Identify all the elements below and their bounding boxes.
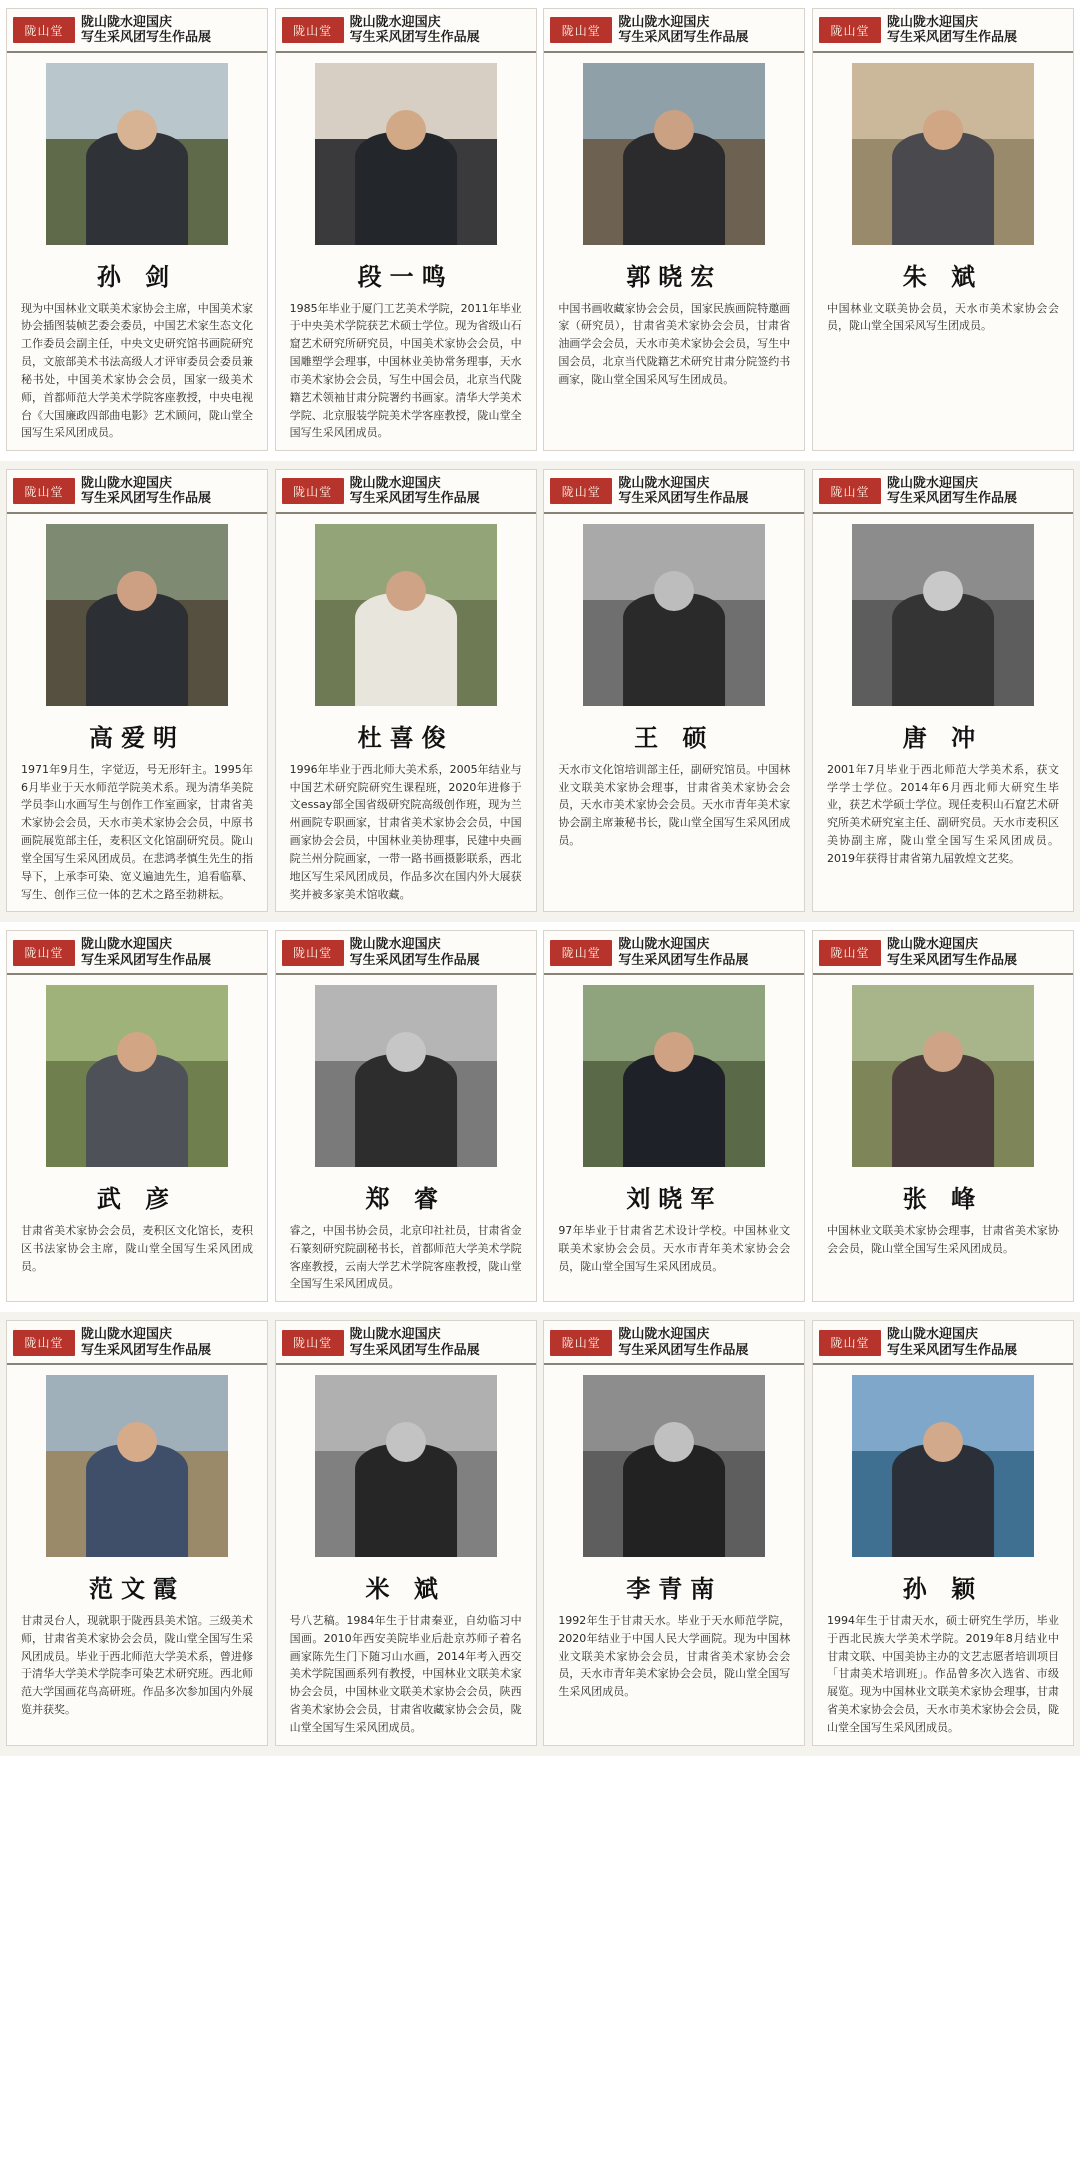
banner-line-1: 陇山陇水迎国庆 [886, 1327, 978, 1343]
artist-card [275, 1320, 537, 1745]
banner-text [350, 1327, 480, 1358]
photo-head [923, 1032, 963, 1072]
seal-logo-icon: 陇山堂 [819, 478, 881, 504]
banner-text [81, 1327, 211, 1358]
banner-line-1: 陇山陇水迎国庆 [886, 476, 978, 492]
poster-row [0, 0, 1080, 461]
banner-text [81, 476, 211, 507]
card-banner [813, 470, 1073, 514]
artist-bio: 中国书画收藏家协会会员，国家民族画院特邀画家（研究员），甘肃省美术家协会会员，甘肃省油画学会会员，天水市美术家协会会员，写生中国会员，北京当代陇籍艺术研究甘肃分院签约书画家，陇山堂全国采风写生团成员。 [558, 301, 791, 386]
banner-text [618, 937, 748, 968]
artist-bio: 天水市文化馆培训部主任，副研究馆员。中国林业文联美术家协会理事，甘肃省美术家协会会员，天水市美术家协会会员。天水市青年美术家协会副主席兼秘书长，陇山堂全国写生采风团成员。 [558, 762, 791, 848]
photo-container [276, 53, 536, 245]
artist-photo [46, 63, 228, 245]
seal-logo-icon: 陇山堂 [282, 17, 344, 43]
seal-logo-icon: 陇山堂 [13, 478, 75, 504]
artist-bio: 睿之，中国书协会员，北京印社社员，甘肃省金石篆刻研究院副秘书长，首都师范大学美术学院客座教授，云南大学艺术学院客座教授，陇山堂全国写生采风团成员。 [289, 1223, 522, 1291]
banner-line-1: 陇山陇水迎国庆 [618, 476, 710, 492]
photo-container [544, 53, 804, 245]
photo-head [923, 571, 963, 611]
banner-line-1: 陇山陇水迎国庆 [349, 1327, 441, 1343]
artist-name: 武 彦 [96, 1183, 178, 1213]
card-banner [276, 1321, 536, 1365]
photo-head [386, 571, 426, 611]
photo-head [654, 571, 694, 611]
artist-photo [315, 1375, 497, 1557]
photo-container [7, 975, 267, 1167]
seal-logo-icon: 陇山堂 [819, 17, 881, 43]
seal-logo-icon: 陇山堂 [550, 478, 612, 504]
artist-bio: 号八艺稿。1984年生于甘肃秦亚，自幼临习中国画。2010年西安美院毕业后赴京苏师子着名画家陈先生门下随习山水画，2014年考入西交美术学院国画系列有教授，中国林业文联美术家协会会员，中国林业文联美术家协会会员，陕西省美术家协会会员，甘肃省收藏家协会会员，陇山堂全国写生采风团成员。 [289, 1613, 522, 1734]
artist-name: 朱 斌 [902, 261, 984, 291]
banner-text [887, 937, 1017, 968]
artist-name: 米 斌 [365, 1573, 446, 1603]
banner-line-1: 陇山陇水迎国庆 [349, 15, 441, 30]
banner-line-2: 写生采风团写生作品展 [618, 491, 749, 507]
card-banner [813, 9, 1073, 53]
photo-head [654, 1032, 694, 1072]
photo-container [813, 975, 1073, 1167]
artist-card [812, 930, 1074, 1302]
banner-line-1: 陇山陇水迎国庆 [886, 937, 978, 953]
artist-name: 段一鸣 [357, 261, 454, 291]
banner-line-2: 写生采风团写生作品展 [349, 1342, 480, 1358]
seal-logo-icon: 陇山堂 [13, 17, 75, 43]
photo-container [544, 1365, 804, 1557]
banner-line-2: 写生采风团写生作品展 [81, 952, 212, 968]
seal-logo-icon: 陇山堂 [282, 478, 344, 504]
artist-bio: 甘肃省美术家协会会员，麦积区文化馆长，麦积区书法家协会主席，陇山堂全国写生采风团成员。 [21, 1223, 253, 1273]
seal-logo-icon: 陇山堂 [819, 1330, 881, 1356]
seal-logo-icon: 陇山堂 [13, 1330, 75, 1356]
artist-photo [46, 1375, 228, 1557]
banner-line-1: 陇山陇水迎国庆 [81, 1327, 173, 1343]
artist-card [812, 1320, 1074, 1745]
photo-container [276, 975, 536, 1167]
card-banner [276, 9, 536, 53]
artist-bio: 1996年毕业于西北师大美术系，2005年结业与中国艺术研究院研究生课程班，2020年进修于文essay部全国省级研究院高级创作班，现为兰州画院专职画家，甘肃省美术家协会会员，中国画家协会会员，中国林业美协理事，民建中央画院兰州分院画家，一带一路书画摄影联系，西北地区写生采风团成员，作品多次在国内外大展获奖并被多家美术馆收藏。 [289, 762, 522, 901]
banner-line-1: 陇山陇水迎国庆 [618, 937, 710, 953]
card-banner [544, 9, 804, 53]
photo-head [386, 110, 426, 150]
banner-line-1: 陇山陇水迎国庆 [81, 937, 173, 953]
banner-line-2: 写生采风团写生作品展 [618, 1342, 749, 1358]
photo-head [654, 1422, 694, 1462]
banner-line-1: 陇山陇水迎国庆 [886, 15, 978, 30]
poster-row [0, 1312, 1080, 1755]
artist-name: 高爱明 [89, 722, 185, 752]
photo-head [117, 1422, 157, 1462]
poster-row [0, 461, 1080, 922]
photo-head [117, 571, 157, 611]
card-banner [544, 1321, 804, 1365]
banner-line-1: 陇山陇水迎国庆 [618, 1327, 710, 1343]
banner-line-1: 陇山陇水迎国庆 [81, 476, 173, 492]
artist-bio: 97年毕业于甘肃省艺术设计学校。中国林业文联美术家协会会员。天水市青年美术家协会会员，陇山堂全国写生采风团成员。 [558, 1223, 791, 1273]
card-banner [7, 9, 267, 53]
artist-photo [852, 524, 1034, 706]
banner-text [618, 15, 748, 46]
banner-text [887, 1327, 1017, 1358]
card-banner [276, 931, 536, 975]
artist-name: 孙 剑 [96, 261, 178, 291]
banner-text [350, 937, 480, 968]
artist-photo [852, 985, 1034, 1167]
artist-card [6, 8, 268, 451]
banner-line-1: 陇山陇水迎国庆 [618, 15, 710, 30]
photo-container [7, 514, 267, 706]
banner-line-1: 陇山陇水迎国庆 [349, 476, 441, 492]
banner-text [350, 15, 480, 46]
artist-bio: 1971年9月生，字觉迈，号无形轩主。1995年6月毕业于天水师范学院美术系。现为清华美院学员李山水画写生与创作工作室画家，甘肃省美术家协会会员，天水市美术家协会会员，中原书画院展览部主任，麦积区文化馆副研究员。陇山堂全国写生采风团成员。在悲鸿孝慎生先生的指导下，上承李可染、宽义遍迪先生，追看临摹、写生、创作三位一体的艺术之路至勃耕耘。 [21, 762, 253, 901]
card-banner [276, 470, 536, 514]
banner-line-2: 写生采风团写生作品展 [349, 491, 480, 507]
banner-text [618, 476, 748, 507]
artist-card [812, 469, 1074, 912]
photo-head [923, 110, 963, 150]
artist-photo [852, 63, 1034, 245]
artist-photo [852, 1375, 1034, 1557]
artist-name: 张 峰 [902, 1183, 984, 1213]
artist-bio: 中国林业文联美协会员，天水市美术家协会会员，陇山堂全国采风写生团成员。 [826, 301, 1059, 333]
photo-container [544, 514, 804, 706]
artist-card [6, 1320, 268, 1745]
artist-name: 范文霞 [89, 1573, 185, 1603]
photo-head [117, 1032, 157, 1072]
banner-line-2: 写生采风团写生作品展 [886, 952, 1017, 968]
photo-container [813, 514, 1073, 706]
artist-photo [46, 524, 228, 706]
artist-name: 唐 冲 [902, 722, 984, 752]
artist-name: 刘晓军 [626, 1183, 723, 1213]
seal-logo-icon: 陇山堂 [550, 1330, 612, 1356]
artist-name: 李青南 [626, 1573, 723, 1603]
artist-card [275, 469, 537, 912]
seal-logo-icon: 陇山堂 [13, 940, 75, 966]
banner-text [350, 476, 480, 507]
photo-container [7, 53, 267, 245]
artist-photo [583, 1375, 765, 1557]
banner-line-2: 写生采风团写生作品展 [81, 491, 212, 507]
card-banner [813, 931, 1073, 975]
card-banner [544, 931, 804, 975]
banner-text [618, 1327, 748, 1358]
banner-line-2: 写生采风团写生作品展 [349, 30, 480, 46]
artist-card [6, 469, 268, 912]
banner-line-2: 写生采风团写生作品展 [886, 491, 1017, 507]
artist-photo [583, 524, 765, 706]
banner-line-1: 陇山陇水迎国庆 [349, 937, 441, 953]
photo-container [276, 514, 536, 706]
photo-container [813, 53, 1073, 245]
banner-line-2: 写生采风团写生作品展 [81, 30, 212, 46]
seal-logo-icon: 陇山堂 [282, 1330, 344, 1356]
artist-name: 郭晓宏 [626, 261, 723, 291]
artist-card [275, 930, 537, 1302]
banner-text [81, 15, 211, 46]
card-banner [7, 931, 267, 975]
banner-line-2: 写生采风团写生作品展 [618, 952, 749, 968]
seal-logo-icon: 陇山堂 [550, 940, 612, 966]
artist-photo [583, 985, 765, 1167]
artist-photo [46, 985, 228, 1167]
artist-card [812, 8, 1074, 451]
banner-line-1: 陇山陇水迎国庆 [81, 15, 173, 30]
banner-line-2: 写生采风团写生作品展 [886, 30, 1017, 46]
banner-line-2: 写生采风团写生作品展 [618, 30, 749, 46]
banner-line-2: 写生采风团写生作品展 [81, 1342, 212, 1358]
artist-name: 王 硕 [634, 722, 715, 752]
card-banner [7, 1321, 267, 1365]
artist-photo [315, 985, 497, 1167]
artist-name: 孙 颖 [902, 1573, 984, 1603]
photo-head [923, 1422, 963, 1462]
photo-container [544, 975, 804, 1167]
card-banner [813, 1321, 1073, 1365]
artist-card [543, 8, 805, 451]
card-banner [544, 470, 804, 514]
artist-card [6, 930, 268, 1302]
artist-bio: 1992年生于甘肃天水。毕业于天水师范学院，2020年结业于中国人民大学画院。现为中国林业文联美术家协会会员，甘肃省美术家协会会员，天水市青年美术家协会会员，陇山堂全国写生采风团成员。 [558, 1613, 791, 1699]
photo-head [654, 110, 694, 150]
artist-card [543, 469, 805, 912]
seal-logo-icon: 陇山堂 [282, 940, 344, 966]
artist-photo [583, 63, 765, 245]
artist-card [543, 930, 805, 1302]
artist-bio: 1985年毕业于厦门工艺美术学院，2011年毕业于中央美术学院获艺术硕士学位。现为省级山石窟艺术研究所研究员，中国美术家协会会员，中国雕塑学会理事，中国林业美协常务理事，天水市美术家协会会员，写生中国会员，北京当代陇籍艺术领袖甘肃分院署约书画家。清华大学美术学院、北京服装学院美术学客座教授，陇山堂全国写生采风团成员。 [289, 301, 522, 440]
artist-bio: 甘肃灵台人，现就职于陇西县美术馆。三级美术师，甘肃省美术家协会会员，陇山堂全国写生采风团成员。毕业于西北师范大学美术系，曾进修于清华大学美术学院李可染艺术研究班。西北师范大学国画花鸟高研班。作品多次参加国内外展览并获奖。 [21, 1613, 253, 1716]
banner-text [81, 937, 211, 968]
artist-bio: 2001年7月毕业于西北师范大学美术系，获文学学士学位。2014年6月西北师大研究生毕业，获艺术学硕士学位。现任麦积山石窟艺术研究所美术研究室主任、副研究员。天水市麦积区美协副主席，陇山堂全国写生采风团成员。2019年获得甘肃省第九届敦煌文艺奖。 [826, 762, 1059, 865]
artist-bio: 现为中国林业文联美术家协会主席，中国美术家协会插图装帧艺委会委员，中国艺术家生态文化工作委员会副主任，中央文史研究馆书画院研究员，文旅部美术书法高级人才评审委员会委员兼秘书处，中国美术家协会会员，国家一级美术师，首都师范大学美术学院客座教授，中央电视台《大国廉政四部曲电影》艺术顾问，陇山堂全国写生采风团成员。 [21, 301, 253, 440]
artist-bio: 1994年生于甘肃天水，硕士研究生学历，毕业于西北民族大学美术学院。2019年8月结业中甘肃文联、中国美协主办的文艺志愿者培训项目「甘肃美术培训班」。作品曾多次入选省、市级展览。现为中国林业文联美术家协会理事，甘肃省美术家协会会员，天水市美术家协会会员，陇山堂全国写生采风团成员。 [826, 1613, 1059, 1734]
artist-photo [315, 63, 497, 245]
photo-container [276, 1365, 536, 1557]
banner-line-2: 写生采风团写生作品展 [349, 952, 480, 968]
artist-name: 杜喜俊 [357, 722, 454, 752]
photo-head [386, 1032, 426, 1072]
photo-container [813, 1365, 1073, 1557]
artist-name: 郑 睿 [365, 1183, 446, 1213]
artist-card [543, 1320, 805, 1745]
poster-row [0, 922, 1080, 1312]
seal-logo-icon: 陇山堂 [819, 940, 881, 966]
seal-logo-icon: 陇山堂 [550, 17, 612, 43]
banner-line-2: 写生采风团写生作品展 [886, 1342, 1017, 1358]
artist-bio: 中国林业文联美术家协会理事，甘肃省美术家协会会员，陇山堂全国写生采风团成员。 [826, 1223, 1059, 1255]
photo-head [117, 110, 157, 150]
photo-container [7, 1365, 267, 1557]
artist-card [275, 8, 537, 451]
artist-photo [315, 524, 497, 706]
card-banner [7, 470, 267, 514]
photo-head [386, 1422, 426, 1462]
banner-text [887, 476, 1017, 507]
banner-text [887, 15, 1017, 46]
